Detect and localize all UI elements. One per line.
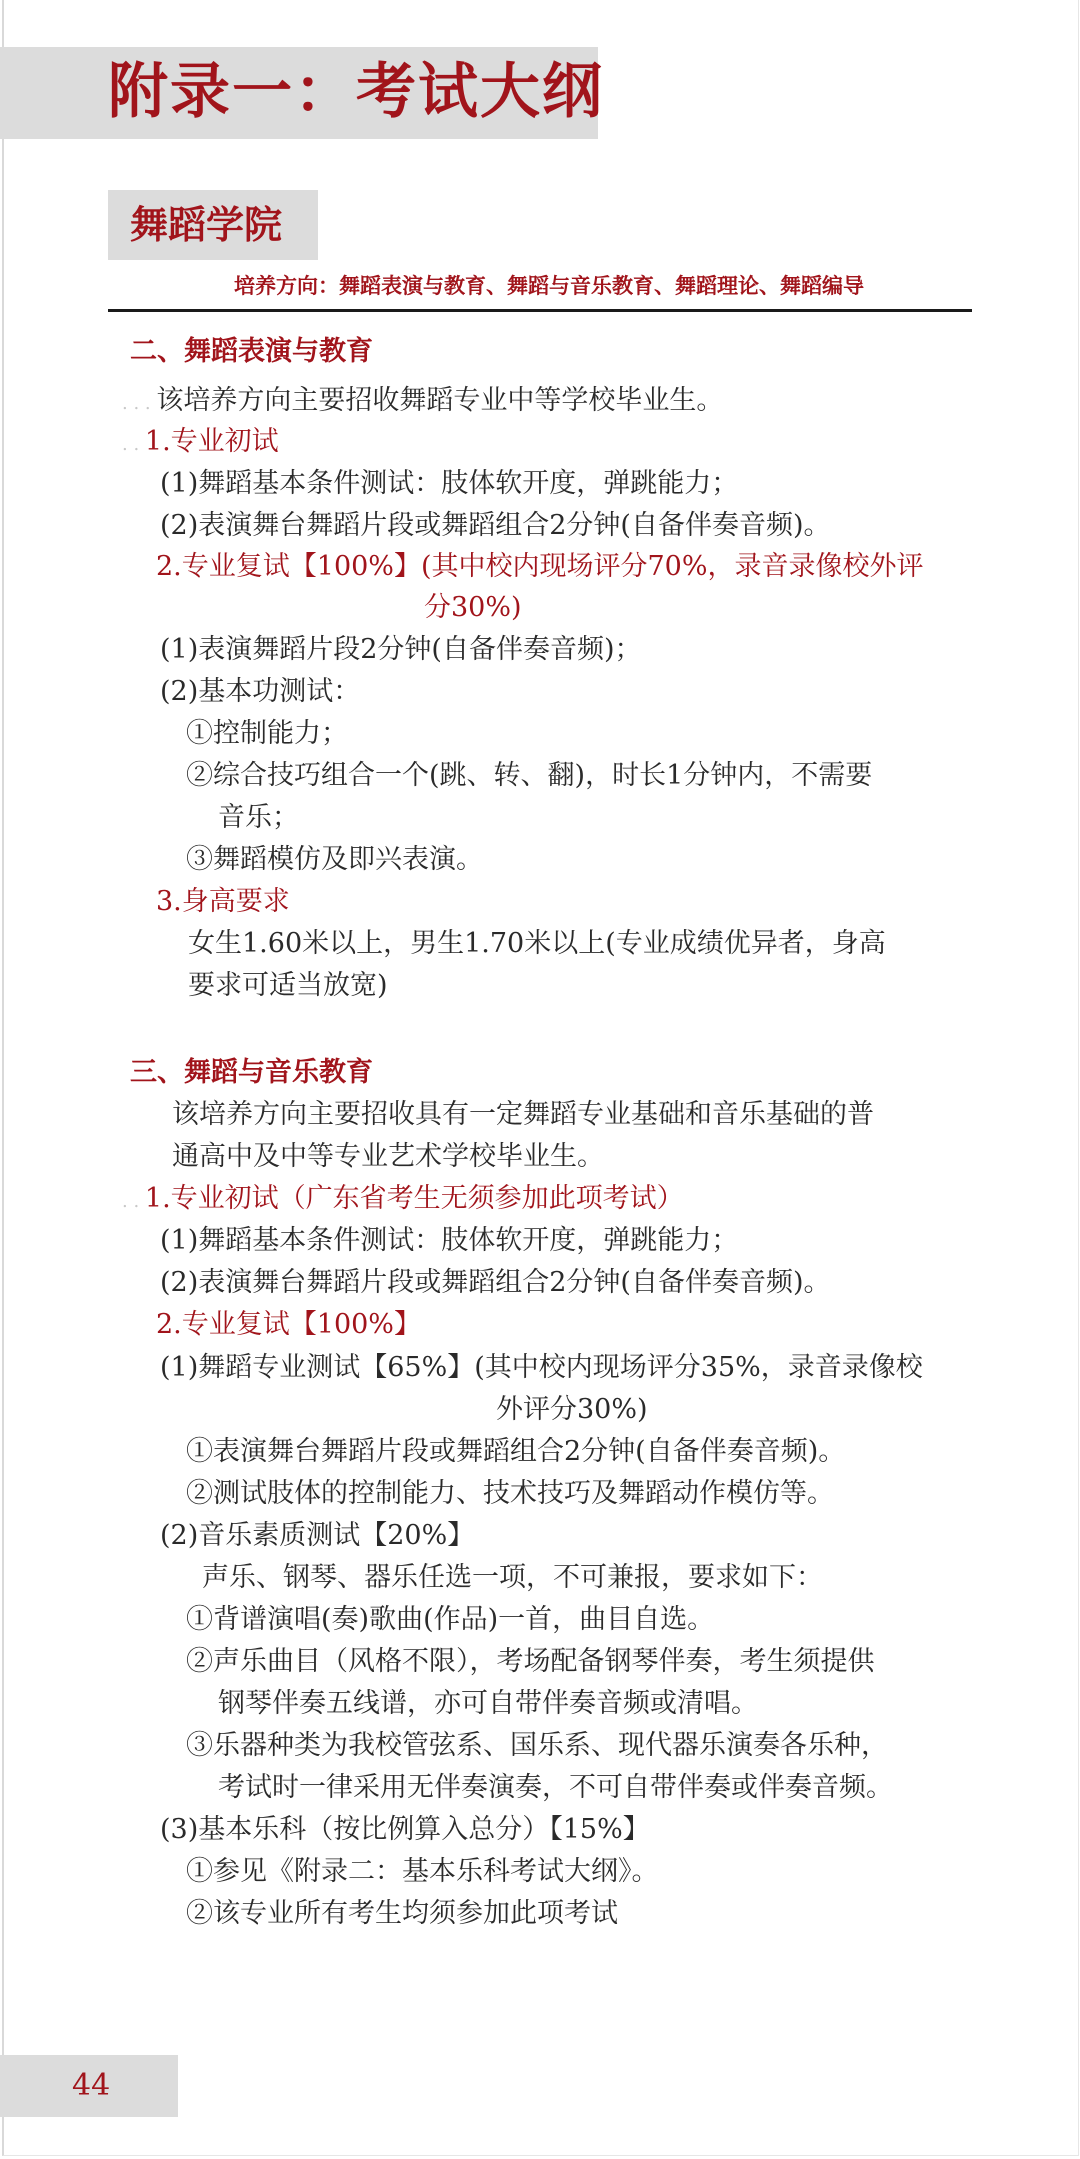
sub-item: ②测试肢体的控制能力、技术技巧及舞蹈动作模仿等。 [186, 1478, 834, 1509]
retest-title: 2.专业复试【100%】 [156, 1309, 421, 1340]
intro-performance: . . . 该培养方向主要招收舞蹈专业中等学校毕业生。 [122, 385, 724, 416]
intro-music: 该培养方向主要招收具有一定舞蹈专业基础和音乐基础的普 [172, 1099, 874, 1130]
sub-item: ①背谱演唱(奏)歌曲(作品)一首，曲目自选。 [186, 1604, 715, 1635]
sub-item: ③舞蹈模仿及即兴表演。 [186, 844, 483, 875]
prelim-item: (2)表演舞台舞蹈片段或舞蹈组合2分钟(自备伴奏音频)。 [160, 1267, 831, 1298]
section-heading-performance: 二、舞蹈表演与教育 [130, 336, 373, 367]
sub-item: ①表演舞台舞蹈片段或舞蹈组合2分钟(自备伴奏音频)。 [186, 1436, 846, 1467]
sub-item: ①参见《附录二：基本乐科考试大纲》。 [186, 1856, 659, 1887]
retest-item: (1)舞蹈专业测试【65%】(其中校内现场评分35%，录音录像校 [160, 1352, 923, 1383]
retest-item: (2)音乐素质测试【20%】 [160, 1520, 475, 1551]
sub-item: ③乐器种类为我校管弦系、国乐系、现代器乐演奏各乐种， [186, 1730, 888, 1761]
sub-item: ②声乐曲目（风格不限），考场配备钢琴伴奏，考生须提供 [186, 1646, 875, 1677]
sub-item: ②该专业所有考生均须参加此项考试 [186, 1898, 618, 1929]
height-title: 3.身高要求 [156, 886, 290, 917]
divider [108, 309, 972, 312]
intro-music-cont: 通高中及中等专业艺术学校毕业生。 [172, 1141, 604, 1172]
sub-item: ①控制能力； [186, 718, 348, 749]
section-title: 舞蹈学院 [130, 203, 283, 247]
page-number: 44 [72, 2068, 111, 2103]
prelim-item: (2)表演舞台舞蹈片段或舞蹈组合2分钟(自备伴奏音频)。 [160, 510, 831, 541]
sub-intro: 声乐、钢琴、器乐任选一项，不可兼报，要求如下： [202, 1562, 823, 1593]
retest-item: (3)基本乐科（按比例算入总分）【15%】 [160, 1814, 650, 1845]
prelim-item: (1)舞蹈基本条件测试：肢体软开度，弹跳能力； [160, 468, 739, 499]
page-title: 附录一：考试大纲 [108, 57, 604, 127]
prelim-item: (1)舞蹈基本条件测试：肢体软开度，弹跳能力； [160, 1225, 739, 1256]
section-heading-music: 三、舞蹈与音乐教育 [130, 1057, 373, 1088]
height-text-cont: 要求可适当放宽) [188, 970, 388, 1001]
height-text: 女生1.60米以上，男生1.70米以上(专业成绩优异者，身高 [188, 928, 886, 959]
retest-title: 2.专业复试【100%】(其中校内现场评分70%，录音录像校外评 [156, 551, 924, 582]
sub-item: ②综合技巧组合一个(跳、转、翻)，时长1分钟内，不需要 [186, 760, 873, 791]
retest-title-cont: 分30%) [424, 592, 522, 623]
prelim-title: . . 1.专业初试（广东省考生无须参加此项考试） [122, 1183, 684, 1214]
prelim-title: . . 1.专业初试 [122, 426, 279, 457]
sub-item-cont: 考试时一律采用无伴奏演奏，不可自带伴奏或伴奏音频。 [218, 1772, 893, 1803]
retest-item: (2)基本功测试： [160, 676, 361, 707]
retest-item: (1)表演舞蹈片段2分钟(自备伴奏音频)； [160, 634, 642, 665]
sub-item-cont: 钢琴伴奏五线谱，亦可自带伴奏音频或清唱。 [218, 1688, 758, 1719]
sub-item-cont: 音乐； [218, 802, 299, 833]
training-directions: 培养方向：舞蹈表演与教育、舞蹈与音乐教育、舞蹈理论、舞蹈编导 [234, 274, 864, 298]
retest-item-cont: 外评分30%) [496, 1394, 648, 1425]
